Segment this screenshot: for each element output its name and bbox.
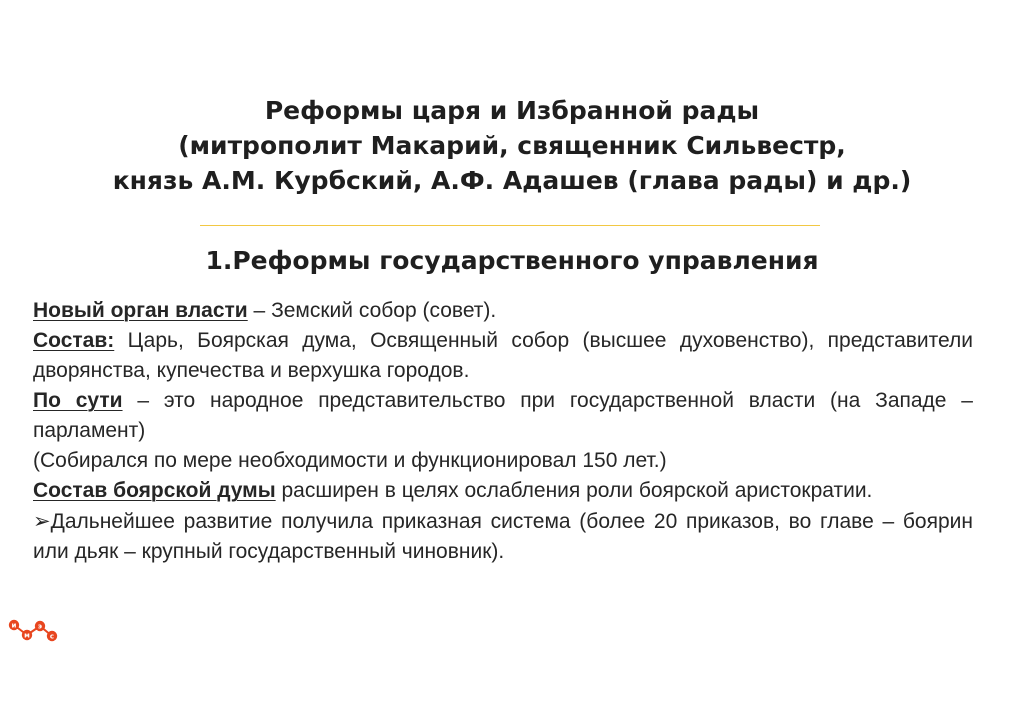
title-line-2: (митрополит Макарий, священник Сильвестр, — [178, 131, 846, 160]
paragraph-text: – Земский собор (совет). — [247, 299, 497, 322]
title-line-1: Реформы царя и Избранной рады — [264, 96, 760, 125]
paragraph-essence — [33, 386, 973, 446]
term-new-authority: Новый орган власти — [33, 299, 248, 322]
svg-text:э: э — [37, 622, 43, 631]
title-line-3: князь А.М. Курбский, А.Ф. Адашев (глава рады) и др.) — [112, 166, 912, 195]
paragraph-note — [33, 446, 973, 476]
imes-logo — [7, 617, 59, 643]
paragraph-new-authority — [33, 296, 973, 326]
paragraph-text: Царь, Боярская дума, Освященный собор (высшее духовенство), представители дворянства, купечества и верхушка городов. — [33, 329, 973, 382]
term-composition: Состав: — [33, 329, 115, 352]
arrow-bullet-icon: ➢ — [33, 509, 51, 533]
svg-text:м: м — [24, 631, 30, 640]
paragraph-text: – это народное представительство при государственной власти (на Западе – парламент) — [33, 389, 973, 442]
slide-title — [0, 93, 1024, 198]
paragraph-prikaz-system — [33, 506, 973, 567]
paragraph-text: Дальнейшее развитие получила приказная система (более 20 приказов, во главе – боярин или дьяк – крупный государственный чиновник). — [33, 510, 973, 563]
title-divider — [200, 225, 820, 226]
term-essence: По сути — [33, 389, 123, 412]
paragraph-text: (Собирался по мере необходимости и функционировал 150 лет.) — [33, 449, 667, 472]
section-heading: 1.Реформы государственного управления — [205, 246, 819, 275]
slide-body — [33, 296, 973, 567]
svg-text:и: и — [11, 621, 17, 630]
paragraph-composition — [33, 326, 973, 386]
term-boyar-duma: Состав боярской думы — [33, 479, 276, 502]
paragraph-text: расширен в целях ослабления роли боярской аристократии. — [275, 479, 873, 502]
svg-text:с: с — [49, 632, 55, 641]
paragraph-boyar-duma — [33, 476, 973, 506]
